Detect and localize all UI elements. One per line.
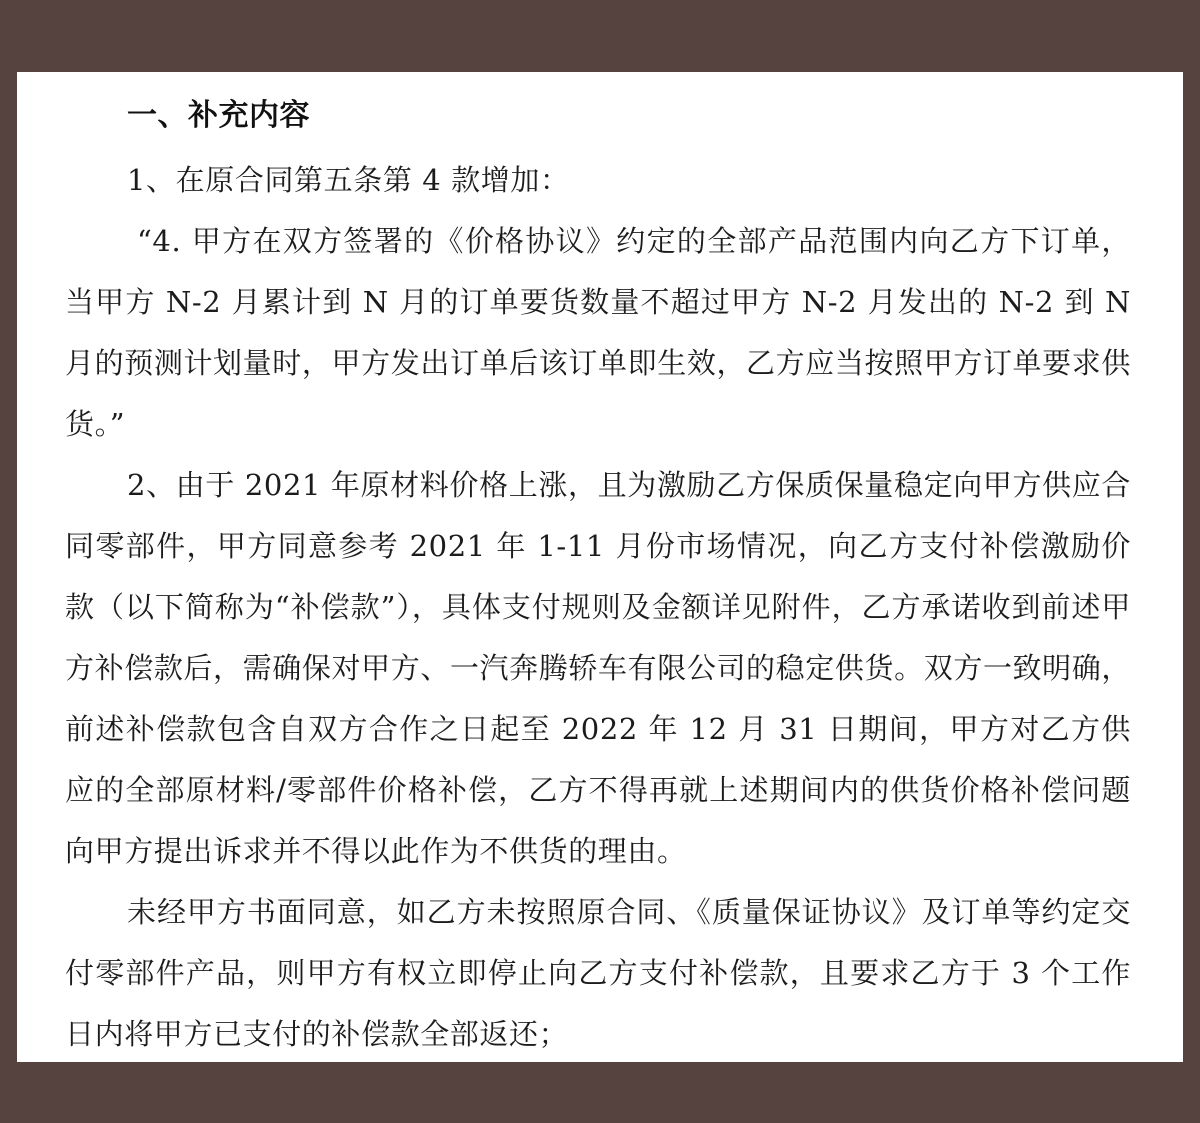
paragraph-condition: 未经甲方书面同意，如乙方未按照原合同、《质量保证协议》及订单等约定交付零部件产品，则甲方有权立即停止向乙方支付补偿款，且要求乙方于 3 个工作日内将甲方已支付的补偿款全部返还； bbox=[65, 895, 1131, 1051]
section-heading: 一、补充内容 bbox=[127, 98, 310, 133]
document-page bbox=[17, 72, 1183, 1062]
paragraph-clause-4-quote: “4. 甲方在双方签署的《价格协议》约定的全部产品范围内向乙方下订单，当甲方 N-2 月累计到 N 月的订单要货数量不超过甲方 N-2 月发出的 N-2 到 N 月的预测计划量时，甲方发出订单后该订单即生效，乙方应当按照甲方订单要求供货。” bbox=[65, 224, 1131, 441]
paragraph-clause-2: 2、由于 2021 年原材料价格上涨，且为激励乙方保质保量稳定向甲方供应合同零部件，甲方同意参考 2021 年 1-11 月份市场情况，向乙方支付补偿激励价款（以下简称为“补偿款”），具体支付规则及金额详见附件，乙方承诺收到前述甲方补偿款后，需确保对甲方、一汽奔腾轿车有限公司的稳定供货。双方一致明确，前述补偿款包含自双方合作之日起至 2022 年 12 月 31 日期间，甲方对乙方供应的全部原材料/零部件价格补偿，乙方不得再就上述期间内的供货价格补偿问题向甲方提出诉求并不得以此作为不供货的理由。 bbox=[65, 468, 1131, 868]
paragraph-clause-1: 1、在原合同第五条第 4 款增加： bbox=[127, 163, 570, 197]
